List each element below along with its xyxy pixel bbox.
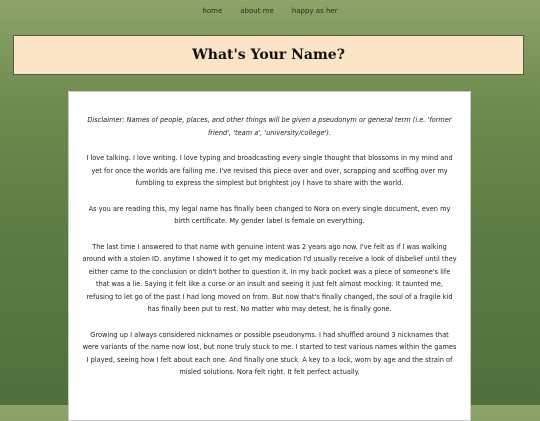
article-paragraph: I love talking. I love writing. I love typing and broadcasting every single thought that blossoms in my mind and yet for once the worlds are failing me. I've revised this piece over and over, scrapping and scoffing over my fumbling to express the simplest but brightest joy I have to share with the world. (86, 154, 453, 187)
article-paragraph: The last time I answered to that name with genuine intent was 2 years ago now. I've felt as if I was walking around with a stolen ID. anytime I showed it to get my medication I'd usually receive a look of disbelief until they either came to the conclusion or didn't bother to question it. In my back pocket was a piece of someone's life that was a lie. Saying it felt like a curse or an insult and seeing it just felt almost mocking. It taunted me, refusing to let go of the past I had long moved on from. But now that's finally changed, the soul of a fragile kid has finally been put to rest. No matter who may detest, he is finally gone. (82, 242, 457, 313)
article-paragraph: Growing up I always considered nicknames or possible pseudonyms. I had shuffled around 3 nicknames that were variants of the name now lost, but none truly stuck to me. I started to test various names within the games I played, seeing how I felt about each one. And finally one stuck. A key to a lock, worn by age and the strain of misled solutions. Nora felt right. It felt perfect actually. (82, 330, 457, 376)
disclaimer-text: Disclaimer: Names of people, places, and other things will be given a pseudonym or general term (i.e. 'former friend', 'team a', 'university/college'). (87, 116, 452, 137)
page-title: What's Your Name? (192, 47, 345, 63)
title-banner (13, 35, 524, 75)
nav-link-happy-as-her[interactable]: happy as her (291, 7, 338, 15)
article-paragraph: As you are reading this, my legal name has finally been changed to Nora on every single document, even my birth certificate. My gender label is female on everything. (88, 204, 451, 225)
nav-link-about-me[interactable]: about me (240, 7, 274, 15)
nav-link-home[interactable]: home (202, 7, 223, 15)
article-body (68, 91, 471, 421)
top-navigation (0, 4, 540, 18)
